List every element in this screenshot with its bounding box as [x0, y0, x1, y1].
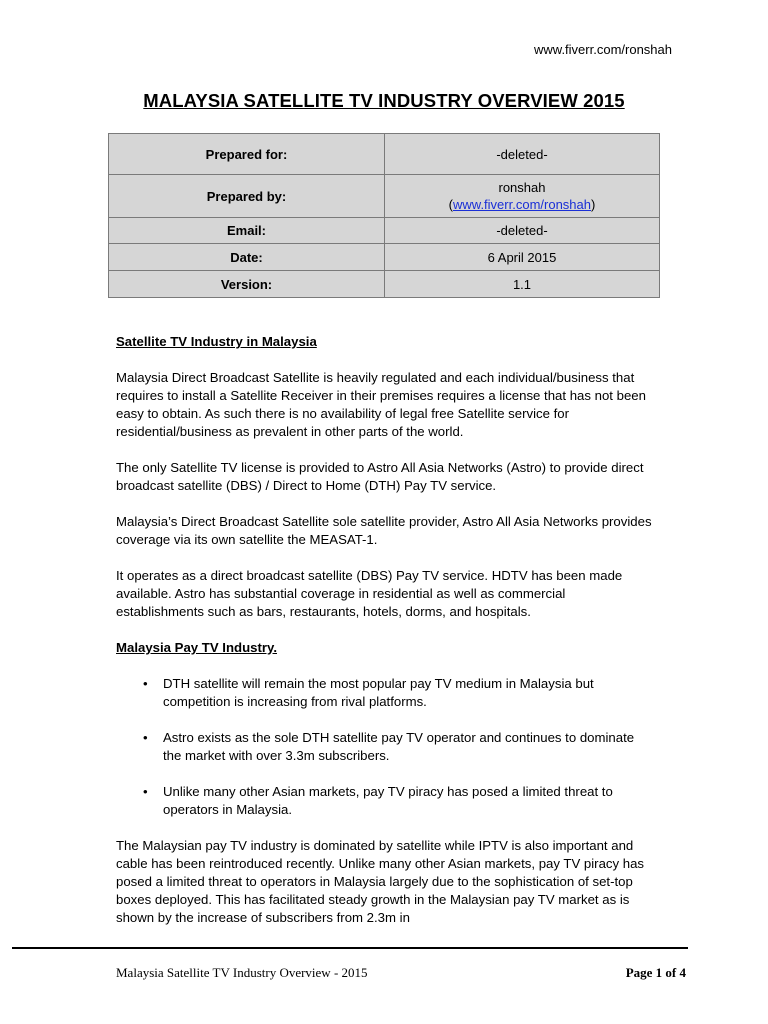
version-label: Version: — [109, 271, 385, 298]
bullet-list — [116, 675, 656, 819]
paragraph: Malaysia Direct Broadcast Satellite is heavily regulated and each individual/business that requires to install a Satellite Receiver in their premises requires a license that has not been easy to obtain. As such there is no availability of legal free Satellite service for residential/business as prevalent in other parts of the world. — [116, 370, 646, 439]
table-row — [109, 218, 660, 244]
list-item: • Unlike many other Asian markets, pay TV piracy has posed a limited threat to operators in Malaysia. — [116, 783, 656, 819]
prepared-for-label: Prepared for: — [109, 134, 385, 175]
version-value: 1.1 — [385, 271, 660, 298]
section-heading: Satellite TV Industry in Malaysia — [116, 334, 317, 349]
paren-open: ( — [448, 197, 453, 212]
list-item: • DTH satellite will remain the most popular pay TV medium in Malaysia but competition is increasing from rival platforms. — [116, 675, 656, 711]
prepared-for-value: -deleted- — [385, 134, 660, 175]
list-item: • Astro exists as the sole DTH satellite pay TV operator and continues to dominate the market with over 3.3m subscribers. — [116, 729, 656, 765]
section-satellite-tv — [116, 333, 656, 927]
table-row — [109, 175, 660, 218]
table-row — [109, 244, 660, 271]
header-url: www.fiverr.com/ronshah — [534, 42, 672, 57]
footer-divider — [12, 947, 688, 949]
table-row — [109, 134, 660, 175]
email-value: -deleted- — [385, 218, 660, 244]
section-heading: Malaysia Pay TV Industry. — [116, 640, 277, 655]
paragraph: The Malaysian pay TV industry is dominated by satellite while IPTV is also important and cable has been reintroduced recently. Unlike many other Asian markets, pay TV piracy has posed a limited threat to operators in Malaysia largely due to the sophistication of set-top boxes deployed. This has facilitated steady growth in the Malaysian pay TV market as is shown by the increase of subscribers from 2.3m in — [116, 838, 645, 925]
page-number: Page 1 of 4 — [625, 965, 686, 980]
paragraph: Malaysia’s Direct Broadcast Satellite sole satellite provider, Astro All Asia Networks provides coverage via its own satellite the MEASAT-1. — [116, 514, 652, 547]
prepared-by-link[interactable]: www.fiverr.com/ronshah — [453, 197, 591, 212]
paragraph: The only Satellite TV license is provided to Astro All Asia Networks (Astro) to provide direct broadcast satellite (DBS) / Direct to Home (DTH) Pay TV service. — [116, 460, 644, 493]
paragraph: It operates as a direct broadcast satellite (DBS) Pay TV service. HDTV has been made available. Astro has substantial coverage in residential as well as commercial establishments such as bars, restaurants, hotels, dorms, and hospitals. — [116, 568, 623, 619]
info-table — [108, 133, 660, 298]
date-value: 6 April 2015 — [385, 244, 660, 271]
footer-title: Malaysia Satellite TV Industry Overview - 2015 — [116, 965, 368, 980]
prepared-by-name: ronshah — [498, 180, 546, 195]
email-label: Email: — [109, 218, 385, 244]
date-label: Date: — [109, 244, 385, 271]
table-row — [109, 271, 660, 298]
paren-close: ) — [591, 197, 596, 212]
prepared-by-label: Prepared by: — [109, 175, 385, 218]
page-title: MALAYSIA SATELLITE TV INDUSTRY OVERVIEW 2015 — [143, 90, 625, 111]
prepared-by-value — [385, 175, 660, 218]
